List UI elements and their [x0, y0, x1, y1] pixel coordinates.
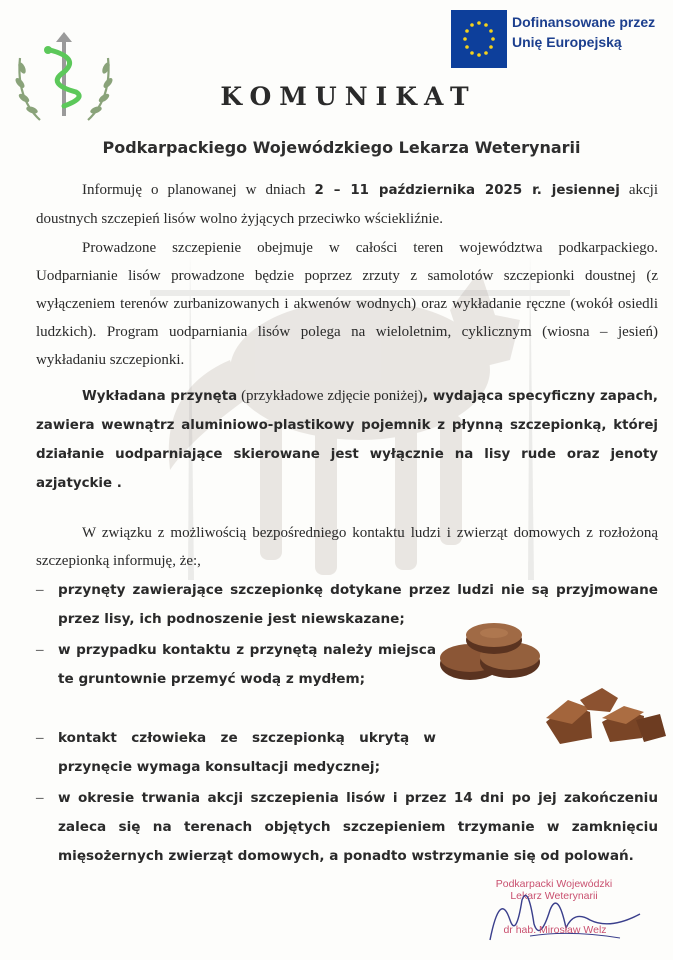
list-item-text: kontakt człowieka ze szczepionką ukrytą w przynęcie wymaga konsultacji medycznej;	[58, 730, 436, 775]
eu-funding-label	[512, 12, 655, 52]
list-item-text: przynęty zawierające szczepionkę dotykane przez ludzi nie są przyjmowane przez lisy, ich podnoszenie jest niewskazane;	[58, 582, 658, 627]
list-item	[36, 636, 436, 726]
bullet-dash: –	[36, 582, 44, 598]
eu-stars-icon	[451, 10, 507, 68]
paragraph-1-after: akcji doustnych szczepień lisów wolno żyjących przeciwko wściekliźnie.	[36, 182, 659, 227]
list-item-text: w przypadku kontaktu z przynętą należy miejsca te gruntownie przemyć wodą z mydłem;	[58, 642, 436, 687]
list-item	[36, 724, 436, 784]
paragraph-2: Prowadzone szczepienie obejmuje w całości teren województwa podkarpackiego. Uodparnianie lisów prowadzone będzie poprzez zrzuty z samolotów szczepionki doustnej (z wyłączeniem terenów zurbanizowanych i akwenów wodnych) oraz wykładanie ręczne (wokół osiedli ludzkich). Program uodparniania lisów polega na wieloletnim, cyklicznym (wiosna – jesień) wykładaniu szczepionki.	[36, 240, 658, 368]
bullet-dash: –	[36, 642, 44, 658]
bait-example-note: (przykładowe zdjęcie poniżej)	[237, 388, 423, 404]
signatory-name: dr hab. Mirosław Welz	[503, 924, 607, 936]
eu-flag	[451, 10, 507, 68]
paragraph-1-before: Informuję o planowanej w dniach	[82, 182, 315, 198]
list-item	[36, 576, 658, 636]
bait-lead: Wykładana przynęta	[82, 389, 238, 404]
page-subtitle: Podkarpackiego Wojewódzkiego Lekarza Weterynarii	[102, 138, 581, 157]
eu-line-1: Dofinansowane przez	[512, 14, 656, 30]
list-item-text: w okresie trwania akcji szczepienia lisów i przez 14 dni po jej zakończeniu zaleca się na terenach objętych szczepieniem trzymanie w zamknięciu mięsożernych zwierząt domowych, a ponadto wstrzymanie się od polowań.	[58, 790, 658, 864]
handwritten-signature	[470, 880, 650, 950]
bullet-dash: –	[36, 790, 44, 806]
bullet-dash: –	[36, 730, 44, 746]
eu-line-2: Unię Europejską	[512, 34, 622, 50]
bait-description: , wydająca specyficzny zapach, zawiera wewnątrz aluminiowo-plastikowy pojemnik z płynną szczepionką, której działanie uodparniające skierowane jest wyłącznie na lisy rude oraz jenoty azjatyckie .	[36, 389, 658, 491]
paragraph-1	[36, 176, 658, 233]
stamp-line-1: Podkarpacki Wojewódzki	[495, 878, 613, 890]
page-title: KOMUNIKAT	[220, 82, 477, 111]
bait-photo-blocks	[540, 682, 668, 748]
paragraph-3	[36, 382, 658, 498]
bait-photo-round	[436, 618, 546, 688]
campaign-dates: 2 – 11 października 2025 r. jesiennej	[314, 183, 620, 198]
veterinary-inspection-logo	[10, 28, 118, 133]
stamp-line-2: Lekarz Weterynarii	[510, 890, 598, 902]
paragraph-4: W związku z możliwością bezpośredniego kontaktu ludzi i zwierząt domowych z rozłożoną szczepionką informuję, że:,	[36, 525, 658, 569]
